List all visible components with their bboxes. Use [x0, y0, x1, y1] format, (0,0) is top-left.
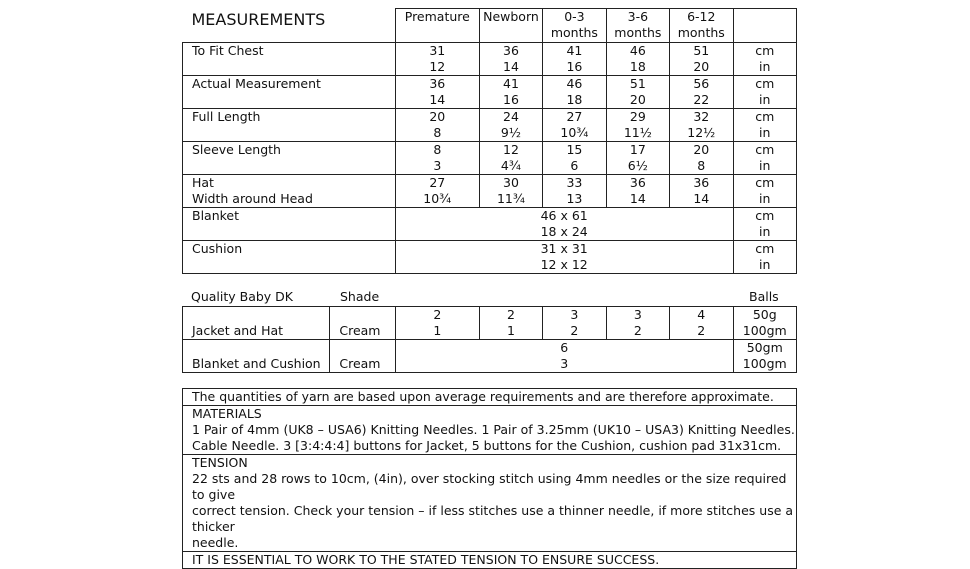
unit-cell: 50g 100gm [733, 307, 797, 340]
yarn-shade: Cream [330, 340, 395, 373]
value-cell: 51 20 [606, 75, 669, 108]
size-header: 6-12 months [670, 9, 733, 43]
yarn-quality: Quality Baby DK [191, 289, 294, 304]
value-cell: 41 16 [479, 75, 542, 108]
size-header: 3-6 months [606, 9, 669, 43]
table-row [183, 389, 797, 406]
size-header: Premature [395, 9, 479, 43]
yarn-header [182, 289, 797, 305]
value-cell: 27 10¾ [395, 174, 479, 207]
value-cell: 17 6½ [606, 141, 669, 174]
value-cell: 8 3 [395, 141, 479, 174]
table-row [183, 207, 797, 240]
table-row [183, 455, 797, 552]
value-cell: 51 20 [670, 42, 733, 75]
value-cell: 15 6 [543, 141, 606, 174]
size-header: 0-3 months [543, 9, 606, 43]
materials-text: 1 Pair of 4mm (UK8 – USA6) Knitting Needles. 1 Pair of 3.25mm (UK10 – USA3) Knitting Needles. [192, 422, 795, 437]
row-label: Hat Width around Head [183, 174, 396, 207]
value-cell: 3 2 [543, 307, 606, 340]
row-label: Sleeve Length [183, 141, 396, 174]
tension-text: needle. [192, 535, 239, 550]
materials-title: MATERIALS [192, 406, 262, 421]
unit-cell: cm in [733, 240, 797, 273]
value-cell: 46 18 [606, 42, 669, 75]
table-row [183, 552, 797, 569]
row-label: Full Length [183, 108, 396, 141]
row-label: To Fit Chest [183, 42, 396, 75]
table-row [183, 75, 797, 108]
measurements-title: MEASUREMENTS [191, 9, 326, 29]
table-row [183, 240, 797, 273]
value-cell: 31 12 [395, 42, 479, 75]
row-label: Actual Measurement [183, 75, 396, 108]
table-row [183, 307, 797, 340]
value-cell: 2 1 [479, 307, 542, 340]
tension-title: TENSION [192, 455, 248, 470]
table-row [183, 174, 797, 207]
yarn-shade: Cream [330, 307, 395, 340]
table-row [183, 406, 797, 455]
value-cell: 12 4¾ [479, 141, 542, 174]
row-label: Blanket [183, 207, 396, 240]
row-label: Cushion [183, 240, 396, 273]
notes-table [182, 388, 797, 569]
unit-cell: cm in [733, 75, 797, 108]
materials-text: Cable Needle. 3 [3:4:4:4] buttons for Jacket, 5 buttons for the Cushion, cushion pad 31x31cm. [192, 438, 782, 453]
value-cell: 41 16 [543, 42, 606, 75]
unit-cell: cm in [733, 174, 797, 207]
quantities-note: The quantities of yarn are based upon average requirements and are therefore approximate. [183, 389, 797, 406]
value-cell: 46 x 61 18 x 24 [395, 207, 733, 240]
value-cell: 36 14 [670, 174, 733, 207]
value-cell: 29 11½ [606, 108, 669, 141]
value-cell: 30 11¾ [479, 174, 542, 207]
unit-cell: cm in [733, 108, 797, 141]
value-cell: 46 18 [543, 75, 606, 108]
table-row [183, 42, 797, 75]
unit-cell: cm in [733, 141, 797, 174]
unit-cell: cm in [733, 207, 797, 240]
tension-text: 22 sts and 28 rows to 10cm, (4in), over stocking stitch using 4mm needles or the size required to give [192, 471, 787, 502]
essential-note: IT IS ESSENTIAL TO WORK TO THE STATED TENSION TO ENSURE SUCCESS. [183, 552, 797, 569]
value-cell: 36 14 [606, 174, 669, 207]
size-header: Newborn [479, 9, 542, 43]
measurements-table [182, 8, 797, 274]
value-cell: 24 9½ [479, 108, 542, 141]
table-row [183, 141, 797, 174]
value-cell: 31 x 31 12 x 12 [395, 240, 733, 273]
table-row [183, 340, 797, 373]
unit-header [733, 9, 797, 43]
value-cell: 36 14 [395, 75, 479, 108]
yarn-item: Blanket and Cushion [183, 340, 330, 373]
unit-cell: 50gm 100gm [733, 340, 797, 373]
table-row [183, 108, 797, 141]
shade-header: Shade [340, 289, 380, 304]
tension-section [183, 455, 797, 552]
yarn-item: Jacket and Hat [183, 307, 330, 340]
value-cell: 56 22 [670, 75, 733, 108]
unit-cell: cm in [733, 42, 797, 75]
tension-text: correct tension. Check your tension – if less stitches use a thinner needle, if more stitches use a thicker [192, 503, 794, 534]
materials-section [183, 406, 797, 455]
value-cell: 2 1 [395, 307, 479, 340]
value-cell: 20 8 [395, 108, 479, 141]
value-cell: 33 13 [543, 174, 606, 207]
yarn-table [182, 306, 797, 373]
value-cell: 3 2 [606, 307, 669, 340]
value-cell: 32 12½ [670, 108, 733, 141]
value-cell: 27 10¾ [543, 108, 606, 141]
value-cell: 36 14 [479, 42, 542, 75]
value-cell: 4 2 [670, 307, 733, 340]
value-cell: 6 3 [395, 340, 733, 373]
value-cell: 20 8 [670, 141, 733, 174]
balls-header: Balls [749, 289, 779, 304]
